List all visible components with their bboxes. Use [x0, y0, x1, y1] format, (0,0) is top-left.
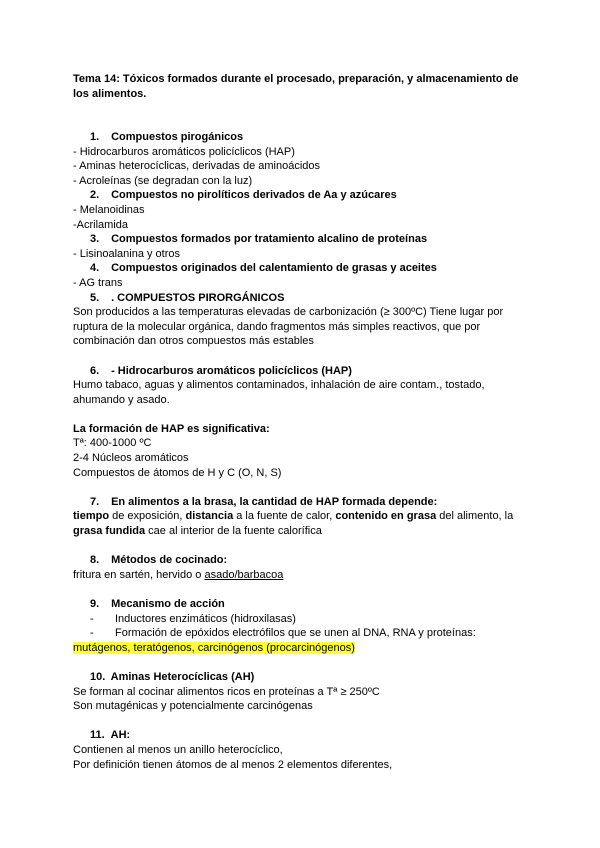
heading-number: 2. — [90, 189, 100, 202]
document-body — [73, 130, 533, 772]
heading-number: 9. — [90, 598, 100, 610]
paragraph: Son producidos a las temperaturas elevadas de carbonización (≥ 300ºC) Tiene lugar por ruptura de la molecular orgánica, dando fragmentos más simples reactivos, que por combinación dan otros compuestos más estables — [73, 306, 504, 348]
text: fritura en sartén, hervido o — [73, 568, 205, 581]
page-title: Tema 14: Tóxicos formados durante el procesado, preparación, y almacenamiento de los alimentos. — [73, 73, 519, 100]
heading-1 — [73, 130, 533, 145]
bullet-text: Inductores enzimáticos (hidroxilasas) — [115, 612, 296, 625]
heading-text: Compuestos no pirolíticos derivados de Aa y azúcares — [111, 189, 397, 202]
heading-3 — [73, 232, 533, 247]
text: a la fuente de calor, — [233, 510, 336, 523]
heading-6 — [73, 364, 533, 379]
heading-10 — [73, 670, 533, 685]
paragraph — [73, 509, 533, 538]
heading-number: 10. — [90, 670, 106, 683]
heading-2 — [73, 188, 533, 203]
heading-number: 8. — [90, 554, 100, 567]
subheading: La formación de HAP es significativa: — [73, 422, 270, 435]
list-item: - AG trans — [73, 276, 123, 289]
list-item: Contienen al menos un anillo heterocíclico, — [73, 743, 283, 756]
list-item: Se forman al cocinar alimentos ricos en proteínas a Tª ≥ 250ºC — [73, 685, 380, 698]
heading-number: 1. — [90, 131, 100, 143]
list-item: - Acroleínas (se degradan con la luz) — [73, 174, 253, 187]
list-item: - Aminas heterocíclicas, derivadas de aminoácidos — [73, 160, 321, 173]
paragraph — [73, 568, 533, 583]
heading-text: AH: — [110, 729, 131, 742]
heading-number: 5. — [90, 291, 100, 304]
bold-term: contenido en grasa — [335, 510, 437, 523]
bullet-text: Formación de epóxidos electrófilos que se unen al DNA, RNA y proteínas: — [115, 627, 476, 640]
list-item: Por definición tienen átomos de al menos 2 elementos diferentes, — [73, 758, 393, 771]
bold-term: tiempo — [73, 510, 110, 523]
heading-7 — [73, 495, 533, 510]
bold-term: distancia — [185, 510, 234, 523]
list-item: - Melanoidinas — [73, 203, 145, 216]
highlighted-text: mutágenos, teratógenos, carcinógenos (procarcinógenos) — [73, 641, 355, 654]
heading-5 — [73, 291, 533, 306]
heading-number: 6. — [90, 364, 100, 377]
heading-text: Métodos de cocinado: — [111, 554, 228, 567]
paragraph: Humo tabaco, aguas y alimentos contaminados, inhalación de aire contam., tostado, ahumando y asado. — [73, 379, 485, 406]
list-item: Compuestos de átomos de H y C (O, N, S) — [73, 466, 282, 479]
list-item: - Lisinoalanina y otros — [73, 247, 181, 260]
heading-text: Compuestos originados del calentamiento de grasas y aceites — [111, 262, 437, 275]
list-item: Son mutagénicas y potencialmente carcinógenas — [73, 700, 313, 713]
bullet-item — [73, 612, 533, 627]
heading-text: En alimentos a la brasa, la cantidad de HAP formada depende: — [111, 495, 438, 508]
heading-text: Compuestos pirogánicos — [111, 131, 244, 143]
heading-text: - Hidrocarburos aromáticos policíclicos (HAP) — [111, 364, 352, 377]
text: de exposición, — [109, 510, 186, 523]
bullet-item — [73, 626, 533, 641]
heading-text: Aminas Heterocíclicas (AH) — [110, 670, 255, 683]
text: cae al interior de la fuente calorífica — [145, 525, 322, 538]
heading-11 — [73, 728, 533, 743]
list-item: Tª: 400-1000 ºC — [73, 437, 152, 450]
highlighted-line — [73, 641, 533, 656]
heading-text: Compuestos formados por tratamiento alcalino de proteínas — [111, 233, 428, 246]
list-item: 2-4 Núcleos aromáticos — [73, 452, 189, 465]
heading-number: 3. — [90, 233, 100, 246]
heading-text: Mecanismo de acción — [111, 598, 225, 610]
list-item: -Acrilamida — [73, 218, 129, 231]
list-item: - Hidrocarburos aromáticos policíclicos (HAP) — [73, 145, 295, 158]
heading-number: 11. — [90, 729, 105, 742]
heading-8 — [73, 553, 533, 568]
heading-number: 4. — [90, 262, 100, 275]
underlined-text: asado/barbacoa — [204, 568, 284, 581]
bullet-dash: - — [90, 627, 94, 640]
text: del alimento, la — [436, 510, 514, 523]
heading-text: . COMPUESTOS PIRORGÁNICOS — [111, 291, 285, 304]
bold-term: grasa fundida — [73, 525, 146, 538]
heading-9 — [73, 597, 533, 612]
heading-number: 7. — [90, 495, 100, 508]
bullet-dash: - — [90, 612, 94, 625]
heading-4 — [73, 261, 533, 276]
